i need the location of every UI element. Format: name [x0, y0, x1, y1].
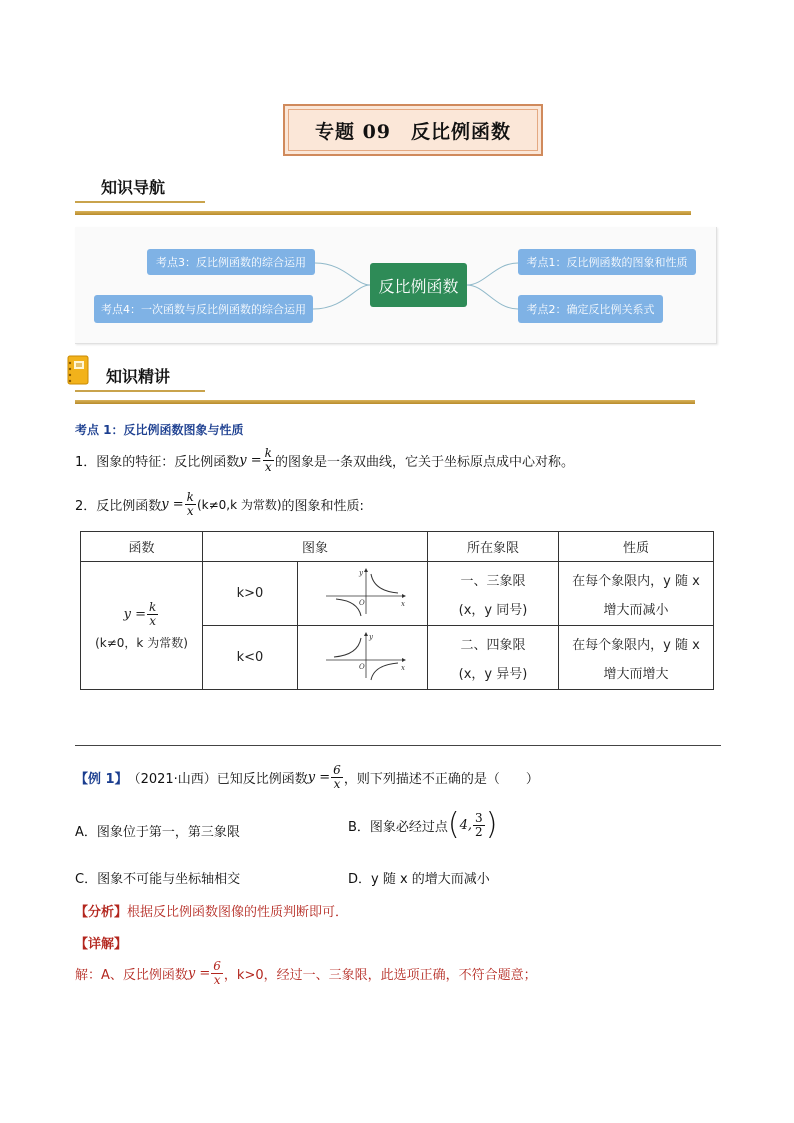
item-1-post: 的图象是一条双曲线，它关于坐标原点成中心对称。	[274, 455, 574, 470]
fraction-k-over-x: $\frac{k}{x}$	[186, 490, 194, 518]
hyperbola-k-positive-graph	[318, 566, 408, 618]
mindmap-center-node: 反比例函数	[370, 263, 467, 307]
property-table	[80, 531, 714, 690]
mindmap-node-kaodian4: 考点4：一次函数与反比例函数的综合运用	[94, 295, 313, 323]
option-d: D．y 随 x 的增大而减小	[348, 872, 490, 887]
table-header-row	[81, 532, 714, 562]
axis-label-y: y	[368, 632, 373, 641]
option-b-text: B．图象必经过点	[348, 819, 448, 835]
example-question-post: ，则下列描述不正确的是（ ）	[343, 772, 539, 787]
section-underline	[75, 201, 205, 203]
axis-label-x: x	[400, 663, 405, 672]
item-2-condition: (k≠0,k 为常数)	[196, 498, 282, 512]
item-1-pre: 1．图象的特征：反比例函数	[75, 455, 240, 470]
table-row	[81, 562, 714, 626]
example-tag: 【例 1】	[75, 772, 128, 787]
table-header-cell: 图象	[203, 532, 428, 562]
option-b: B．图象必经过点 ( 4, $\frac{3}{2}$ )	[348, 807, 498, 842]
mindmap-node-kaodian1: 考点1：反比例函数的图象和性质	[518, 249, 696, 275]
table-cell-quadrant	[428, 562, 559, 626]
solution-line	[75, 960, 537, 987]
table-cell-function: y = $\frac{k}{x}$ (k≠0，k 为常数)	[81, 562, 203, 690]
property-text: 在每个象限内，y 随 x	[572, 637, 700, 653]
section-title-knowledge-nav: 知识导航	[101, 178, 166, 197]
option-c: C．图象不可能与坐标轴相交	[75, 872, 241, 887]
item-2-pre: 2．反比例函数	[75, 499, 162, 514]
page-title: 专题 09 反比例函数	[314, 120, 512, 143]
option-a: A．图象位于第一，第三象限	[75, 825, 240, 840]
point-x: 4,	[459, 817, 473, 833]
function-note: (k≠0，k 为常数)	[95, 635, 188, 650]
axis-label-x: x	[400, 599, 405, 608]
analysis-tag: 【分析】	[75, 905, 128, 920]
analysis-line	[75, 901, 348, 920]
title-box	[283, 104, 543, 156]
quadrant-text: 一、三象限	[460, 573, 526, 589]
table-cell-property	[559, 626, 714, 690]
horizontal-divider	[75, 745, 721, 746]
table-header-cell: 函数	[81, 532, 203, 562]
item-2	[75, 491, 364, 518]
example-1-question	[75, 764, 539, 791]
fraction-3-over-2: $\frac{3}{2}$	[475, 810, 483, 839]
graph-cell-k-positive	[298, 562, 428, 626]
item-2-post: 的图象和性质:	[281, 499, 364, 514]
origin-label: O	[358, 662, 365, 671]
formula-y-eq: y =	[161, 497, 184, 512]
item-1	[75, 447, 574, 474]
mindmap-node-kaodian3: 考点3：反比例函数的综合运用	[147, 249, 315, 275]
table-header-cell: 性质	[559, 532, 714, 562]
section-title-knowledge-lecture: 知识精讲	[106, 367, 171, 386]
mindmap-node-kaodian2: 考点2：确定反比例关系式	[518, 295, 663, 323]
solution-post: ，k>0，经过一、三象限，此选项正确，不符合题意；	[223, 968, 537, 983]
hyperbola-k-negative-graph	[318, 630, 408, 682]
notebook-icon	[66, 355, 90, 385]
table-cell-quadrant	[428, 626, 559, 690]
table-header-cell: 所在象限	[428, 532, 559, 562]
property-text: 增大而减小	[603, 602, 669, 618]
kaodian-label: 考点 1：反比例函数图象与性质	[75, 423, 244, 437]
property-text: 在每个象限内，y 随 x	[572, 573, 700, 589]
formula-y-eq: y =	[187, 966, 211, 981]
property-text: 增大而增大	[603, 666, 669, 682]
formula-y-eq: y =	[239, 453, 262, 468]
table-cell-property	[559, 562, 714, 626]
section-divider	[75, 211, 691, 215]
fraction-6-over-x: $\frac{6}{x}$	[213, 959, 221, 987]
analysis-text: 根据反比例函数图像的性质判断即可．	[127, 905, 349, 920]
formula-y-eq: y =	[307, 770, 331, 785]
quadrant-text: 二、四象限	[460, 637, 526, 653]
section-divider	[75, 400, 695, 404]
origin-label: O	[358, 598, 365, 607]
fraction-k-over-x: $\frac{k}{x}$	[264, 446, 272, 474]
quadrant-sign-text: (x，y 同号)	[458, 602, 528, 618]
mind-map	[75, 227, 717, 344]
axis-label-y: y	[358, 568, 363, 577]
table-cell-condition: k<0	[203, 626, 298, 690]
quadrant-sign-text: (x，y 异号)	[458, 666, 528, 682]
graph-cell-k-negative	[298, 626, 428, 690]
example-source: （2021·山西）已知反比例函数	[127, 772, 308, 787]
fraction-6-over-x: $\frac{6}{x}$	[333, 763, 341, 791]
detail-tag: 【详解】	[75, 937, 128, 952]
solution-pre: 解：A、反比例函数	[75, 968, 188, 983]
section-underline	[75, 390, 205, 392]
table-cell-condition: k>0	[203, 562, 298, 626]
